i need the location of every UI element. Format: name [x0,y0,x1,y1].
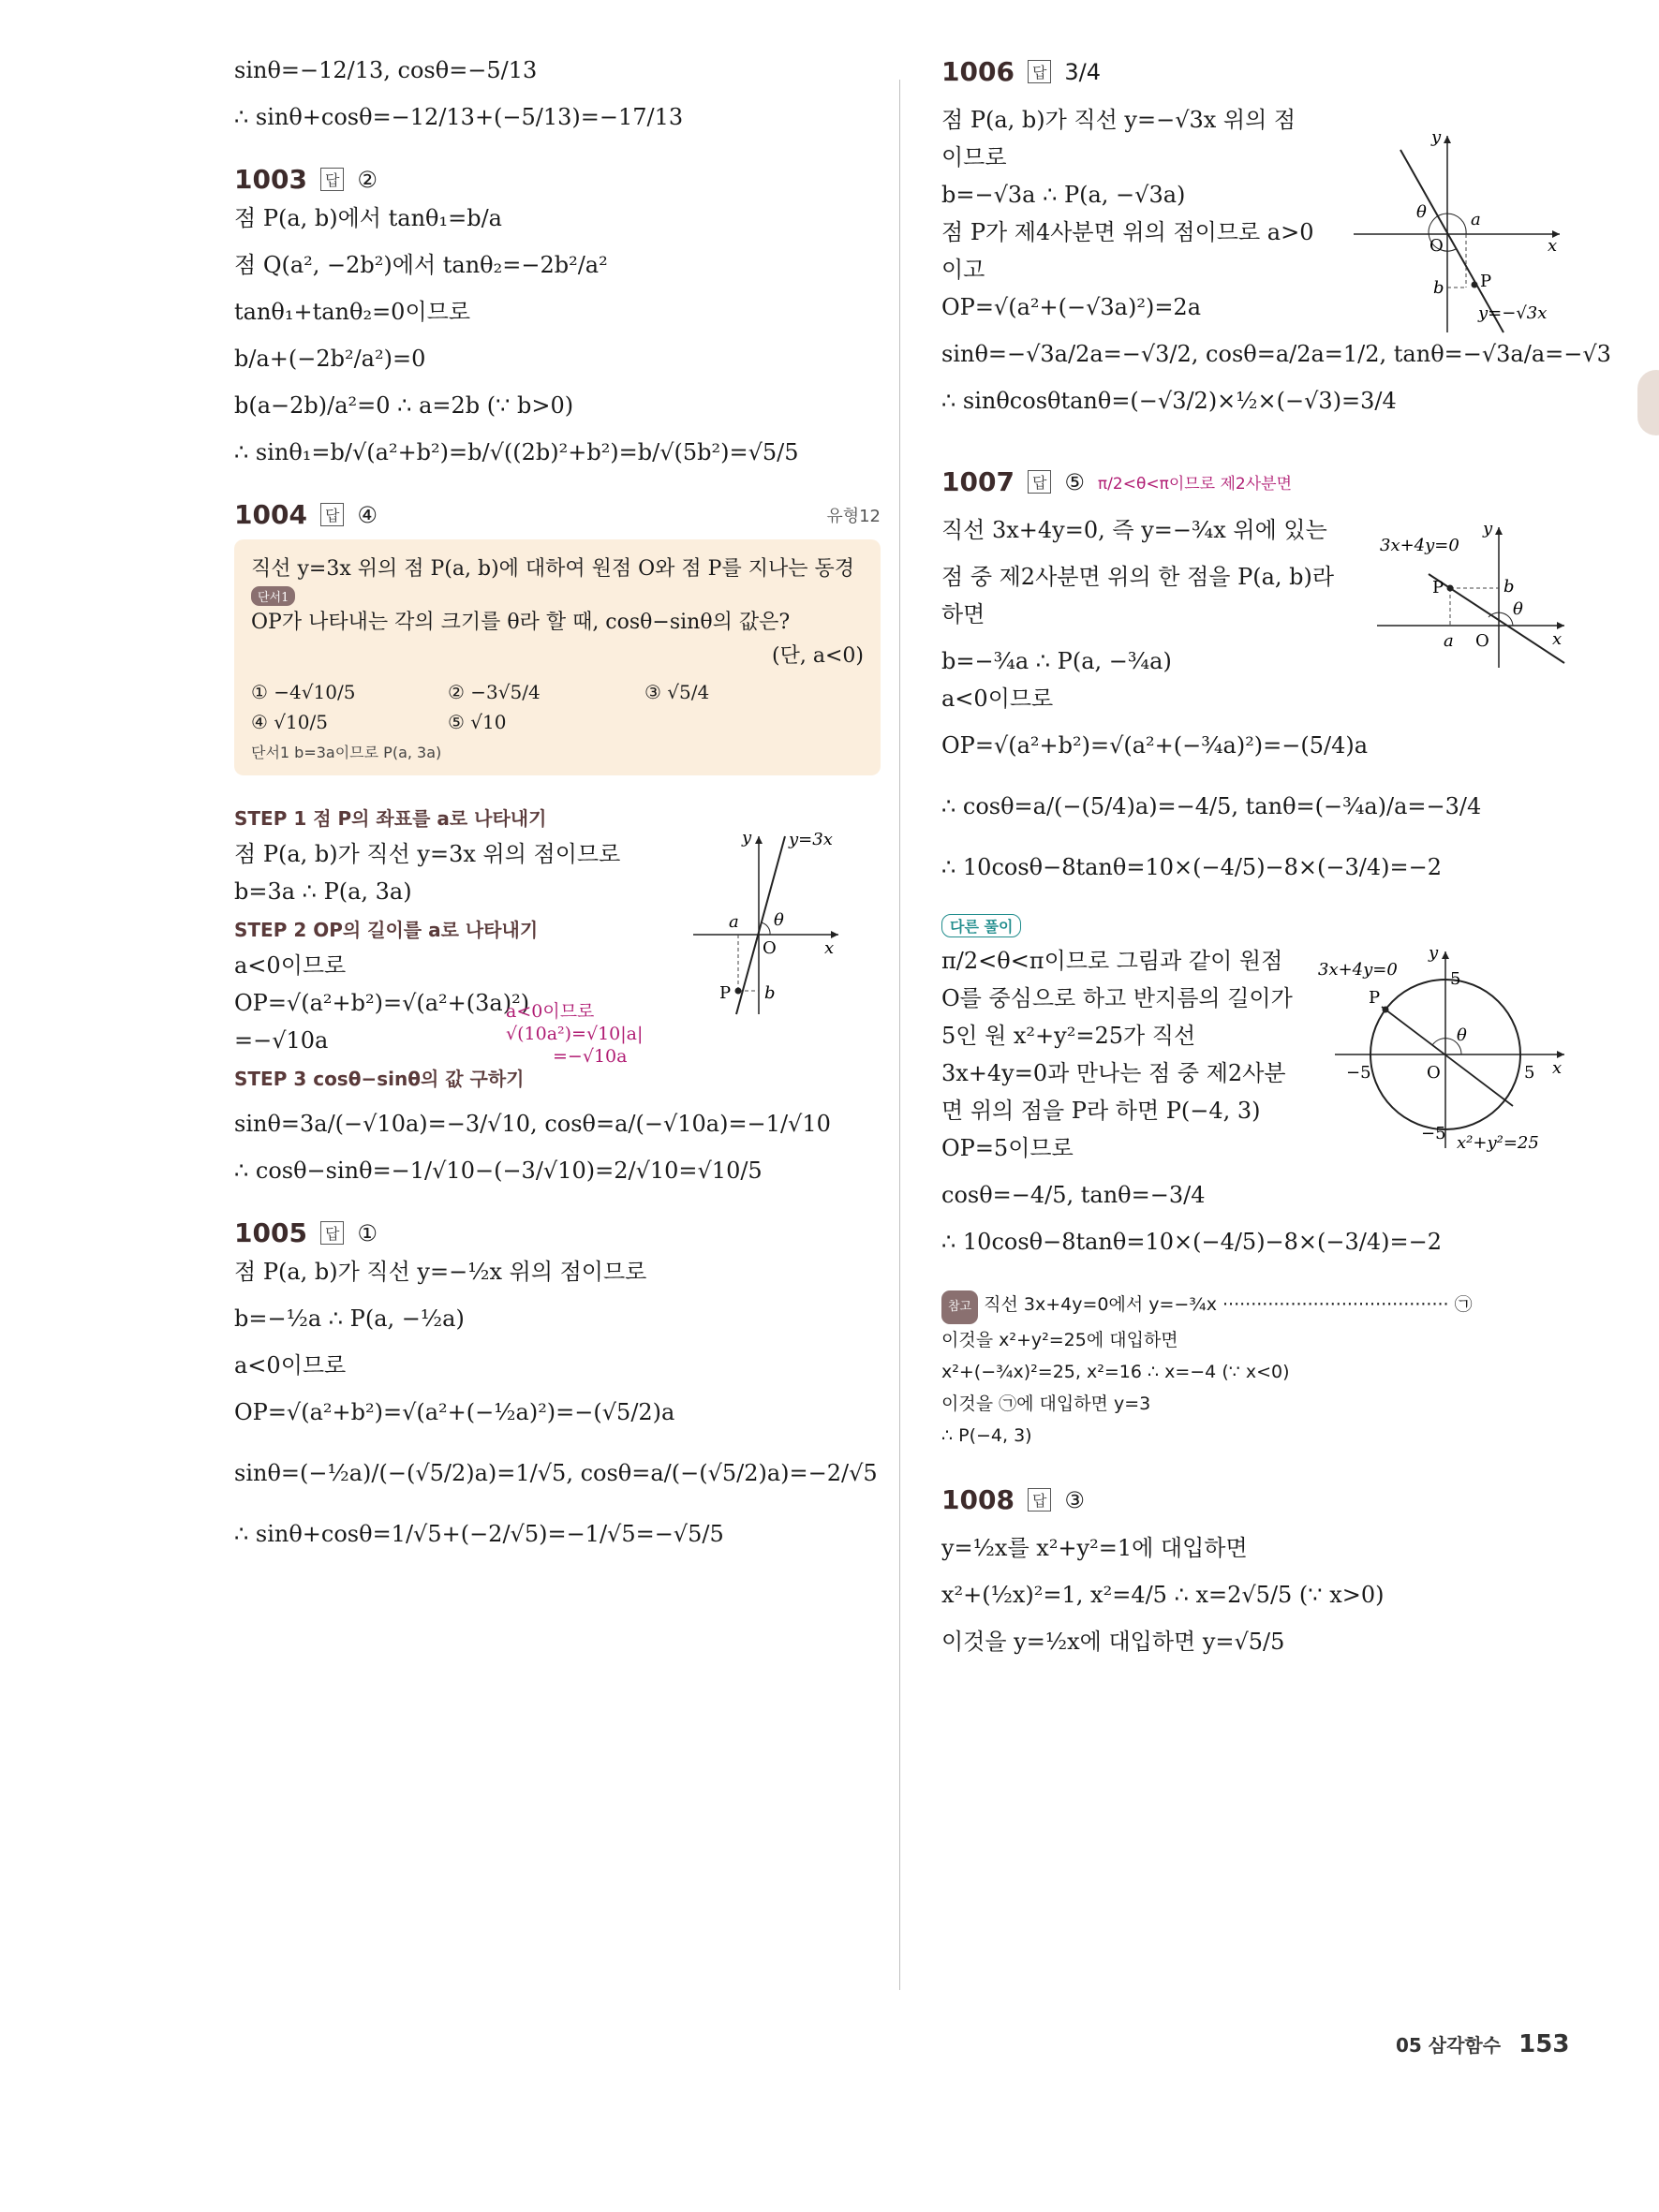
problem-1007 [941,466,1588,1452]
graph-label: y [742,828,752,848]
page-number: 153 [1518,2030,1570,2058]
graph-label: y=−√3x [1478,303,1548,323]
side-note-line: =−√10a [553,1046,628,1067]
problem-1004 [234,499,881,1185]
problem-1005 [234,1217,881,1548]
solution-line: 점 P(a, b)에서 tanθ₁=b/a [234,205,502,231]
solution-line: OP=√(a²+b²)=√(a²+(−¾a)²)=−(5/4)a [941,732,1369,759]
type-tag: 유형12 [826,506,881,526]
solution-line: 점 P(a, b)가 직선 y=−√3x 위의 점 [941,107,1296,133]
problem-number: 1003 [234,164,307,195]
solution-line: b=−¾a ∴ P(a, −¾a) [941,648,1172,674]
alt-line: 5인 원 x²+y²=25가 직선 [941,1023,1196,1049]
ref-badge: 참고 [941,1290,978,1324]
answer: 3/4 [1064,58,1102,85]
problem-1008 [941,1484,1588,1656]
graph-label: x²+y²=25 [1457,1133,1539,1153]
graph-label: O [1427,1063,1441,1083]
callout-note: π/2<θ<π이므로 제2사분면 [1097,475,1292,494]
left-column [234,56,881,1548]
graph-label: O [1429,236,1444,256]
solution-line: =−√10a [234,1027,329,1054]
ref-line: 이것을 x²+y²=25에 대입하면 [941,1330,1178,1350]
side-note-line: √(10a²)=√10|a| [506,1024,644,1044]
graph-1004 [684,828,843,1019]
solution-line: OP=√(a²+(−√3a)²)=2a [941,294,1202,320]
solution-line: b/a+(−2b²/a²)=0 [234,346,426,372]
graph-label: b [1433,278,1444,298]
alt-line: cosθ=−4/5, tanθ=−3/4 [941,1182,1206,1208]
problem-number: 1005 [234,1217,307,1248]
side-note [506,1000,643,1068]
solution-line: sinθ=−√3a/2a=−√3/2, cosθ=a/2a=1/2, tanθ=−√3a/a=−√3 [941,341,1611,367]
graph-label: 3x+4y=0 [1380,536,1459,555]
graph-1007 [1372,519,1569,672]
alt-line: 3x+4y=0과 만나는 점 중 제2사분 [941,1060,1286,1086]
solution-line: sinθ=(−½a)/(−(√5/2)a)=1/√5, cosθ=a/(−(√5/2)a)=−2/√5 [234,1460,878,1486]
column-divider [899,80,900,1990]
solution-line: 점 Q(a², −2b²)에서 tanθ₂=−2b²/a² [234,252,608,278]
graph-label: P [1480,272,1492,291]
solution-line: ∴ cosθ=a/(−(5/4)a)=−4/5, tanθ=(−¾a)/a=−3/4 [941,793,1482,819]
answer-label: 답 [1028,1488,1051,1512]
side-note-line: a<0이므로 [506,1001,595,1022]
graph-label: O [1475,631,1489,651]
step-heading: STEP 2 OP의 길이를 a로 나타내기 [234,919,539,941]
solution-line: 이고 [941,257,985,283]
problem-line: OP가 나타내는 각의 크기를 θ라 할 때, cosθ−sinθ의 값은? [251,611,791,634]
solution-line: 점 P(a, b)가 직선 y=3x 위의 점이므로 [234,841,621,867]
option: ⑤ √10 [448,711,507,733]
graph-label: 5 [1450,969,1461,989]
graph-label: x [1552,1058,1563,1078]
answer: ① [357,1219,378,1246]
graph-label: b [764,983,776,1003]
graph-label: O [763,938,777,958]
answer: ④ [357,501,378,528]
graph-label: y [1483,519,1493,538]
problem-1006 [941,56,1611,415]
solution-line: ∴ sinθ₁=b/√(a²+b²)=b/√((2b)²+b²)=b/√(5b²)=√5/5 [234,439,799,465]
options [251,681,864,733]
page-footer [1396,2030,1569,2058]
answer: ③ [1064,1486,1085,1513]
problem-condition: (단, a<0) [772,644,864,668]
solution-line: 점 P가 제4사분면 위의 점이므로 a>0 [941,219,1314,245]
solution-line: a<0이므로 [234,1352,347,1379]
intro-line: ∴ sinθ+cosθ=−12/13+(−5/13)=−17/13 [234,104,684,130]
solution-line: b=3a ∴ P(a, 3a) [234,878,412,905]
ref-line: 이것을 ㉠에 대입하면 y=3 [941,1394,1151,1414]
graph-label: P [1432,578,1444,597]
chapter-tab [1637,370,1659,435]
hint-badge: 단서1 [251,586,295,606]
chapter-name: 05 삼각함수 [1396,2034,1502,2057]
solution-line: b(a−2b)/a²=0 ∴ a=2b (∵ b>0) [234,392,574,419]
alt-line: π/2<θ<π이므로 그림과 같이 원점 [941,948,1283,974]
solution-line: 점 중 제2사분면 위의 한 점을 P(a, b)라 [941,564,1335,590]
graph-label: y [1431,127,1442,147]
graph-label: θ [1513,599,1523,619]
graph-label: a [1444,631,1454,651]
solution-line: ∴ sinθcosθtanθ=(−√3/2)×½×(−√3)=3/4 [941,388,1397,414]
graph-label: y [1429,943,1439,963]
alt-line: ∴ 10cosθ−8tanθ=10×(−4/5)−8×(−3/4)=−2 [941,1229,1442,1255]
reference-note [941,1289,1588,1452]
graph-label: P [1369,988,1381,1008]
graph-label: −5 [1421,1124,1446,1143]
solution-line: 이므로 [941,144,1007,170]
hint-note: 단서1 b=3a이므로 P(a, 3a) [251,744,442,761]
solution-line: 이것을 y=½x에 대입하면 y=√5/5 [941,1629,1285,1655]
graph-label: 3x+4y=0 [1318,960,1398,980]
answer-label: 답 [320,168,344,191]
answer-label: 답 [320,503,344,526]
solution-line: OP=√(a²+b²)=√(a²+(−½a)²)=−(√5/2)a [234,1399,675,1425]
solution-line: 하면 [941,601,985,627]
problem-box [234,539,881,775]
graph-label: a [1471,210,1481,229]
solution-line: OP=√(a²+b²)=√(a²+(3a)²) [234,990,530,1016]
solution-line: b=−½a ∴ P(a, −½a) [234,1305,465,1332]
solution-line: y=½x를 x²+y²=1에 대입하면 [941,1535,1248,1561]
ref-line: 직선 3x+4y=0에서 y=−¾x ········································ ㉠ [984,1294,1473,1315]
graph-label: a [729,912,739,932]
answer-label: 답 [1028,60,1051,83]
option: ④ √10/5 [251,711,328,733]
problem-number: 1008 [941,1484,1015,1515]
graph-label: 5 [1524,1063,1535,1083]
answer-label: 답 [1028,470,1051,494]
ref-line: x²+(−¾x)²=25, x²=16 ∴ x=−4 (∵ x<0) [941,1362,1290,1382]
option: ① −4√10/5 [251,681,356,703]
alt-line: 면 위의 점을 P라 하면 P(−4, 3) [941,1098,1261,1124]
solution-line: 점 P(a, b)가 직선 y=−½x 위의 점이므로 [234,1259,647,1285]
solution-line: sinθ=3a/(−√10a)=−3/√10, cosθ=a/(−√10a)=−1/√10 [234,1111,831,1137]
solution-line: a<0이므로 [941,686,1054,712]
problem-line: 직선 y=3x 위의 점 P(a, b)에 대하여 원점 O와 점 P를 지나는 동경 [251,557,854,581]
graph-label: θ [1416,202,1427,222]
ref-line: ∴ P(−4, 3) [941,1425,1032,1446]
alt-line: O를 중심으로 하고 반지름의 길이가 [941,985,1293,1011]
right-column [941,56,1611,1656]
answer-label: 답 [320,1221,344,1245]
solution-line: ∴ sinθ+cosθ=1/√5+(−2/√5)=−1/√5=−√5/5 [234,1521,724,1547]
solution-line: b=−√3a ∴ P(a, −√3a) [941,182,1186,208]
solution-line: ∴ 10cosθ−8tanθ=10×(−4/5)−8×(−3/4)=−2 [941,854,1442,880]
graph-1007-circle [1316,943,1569,1153]
graph-label: −5 [1346,1063,1371,1083]
graph-label: b [1503,577,1515,597]
alt-solution-label: 다른 풀이 [941,914,1021,937]
step-heading: STEP 1 점 P의 좌표를 a로 나타내기 [234,807,547,830]
graph-label: θ [774,910,784,930]
solution-line: ∴ cosθ−sinθ=−1/√10−(−3/√10)=2/√10=√10/5 [234,1158,763,1184]
graph-1006 [1349,127,1564,337]
option: ③ √5/4 [644,681,710,703]
solution-line: x²+(½x)²=1, x²=4/5 ∴ x=2√5/5 (∵ x>0) [941,1582,1385,1608]
answer: ⑤ [1064,468,1085,495]
graph-label: P [719,983,732,1003]
problem-1003 [234,164,881,466]
solution-line: a<0이므로 [234,952,347,979]
answer: ② [357,166,378,193]
intro-line: sinθ=−12/13, cosθ=−5/13 [234,57,538,83]
solution-line: 직선 3x+4y=0, 즉 y=−¾x 위에 있는 [941,517,1327,543]
step-heading: STEP 3 cosθ−sinθ의 값 구하기 [234,1068,525,1090]
problem-number: 1007 [941,466,1015,497]
option: ② −3√5/4 [448,681,541,703]
alt-line: OP=5이므로 [941,1135,1074,1161]
problem-number: 1004 [234,499,307,530]
graph-label: x [1548,236,1558,256]
graph-label: x [1552,629,1563,649]
graph-label: y=3x [789,830,833,849]
graph-label: x [824,938,835,958]
problem-number: 1006 [941,56,1015,87]
graph-label: θ [1457,1025,1467,1045]
solution-line: tanθ₁+tanθ₂=0이므로 [234,299,471,325]
